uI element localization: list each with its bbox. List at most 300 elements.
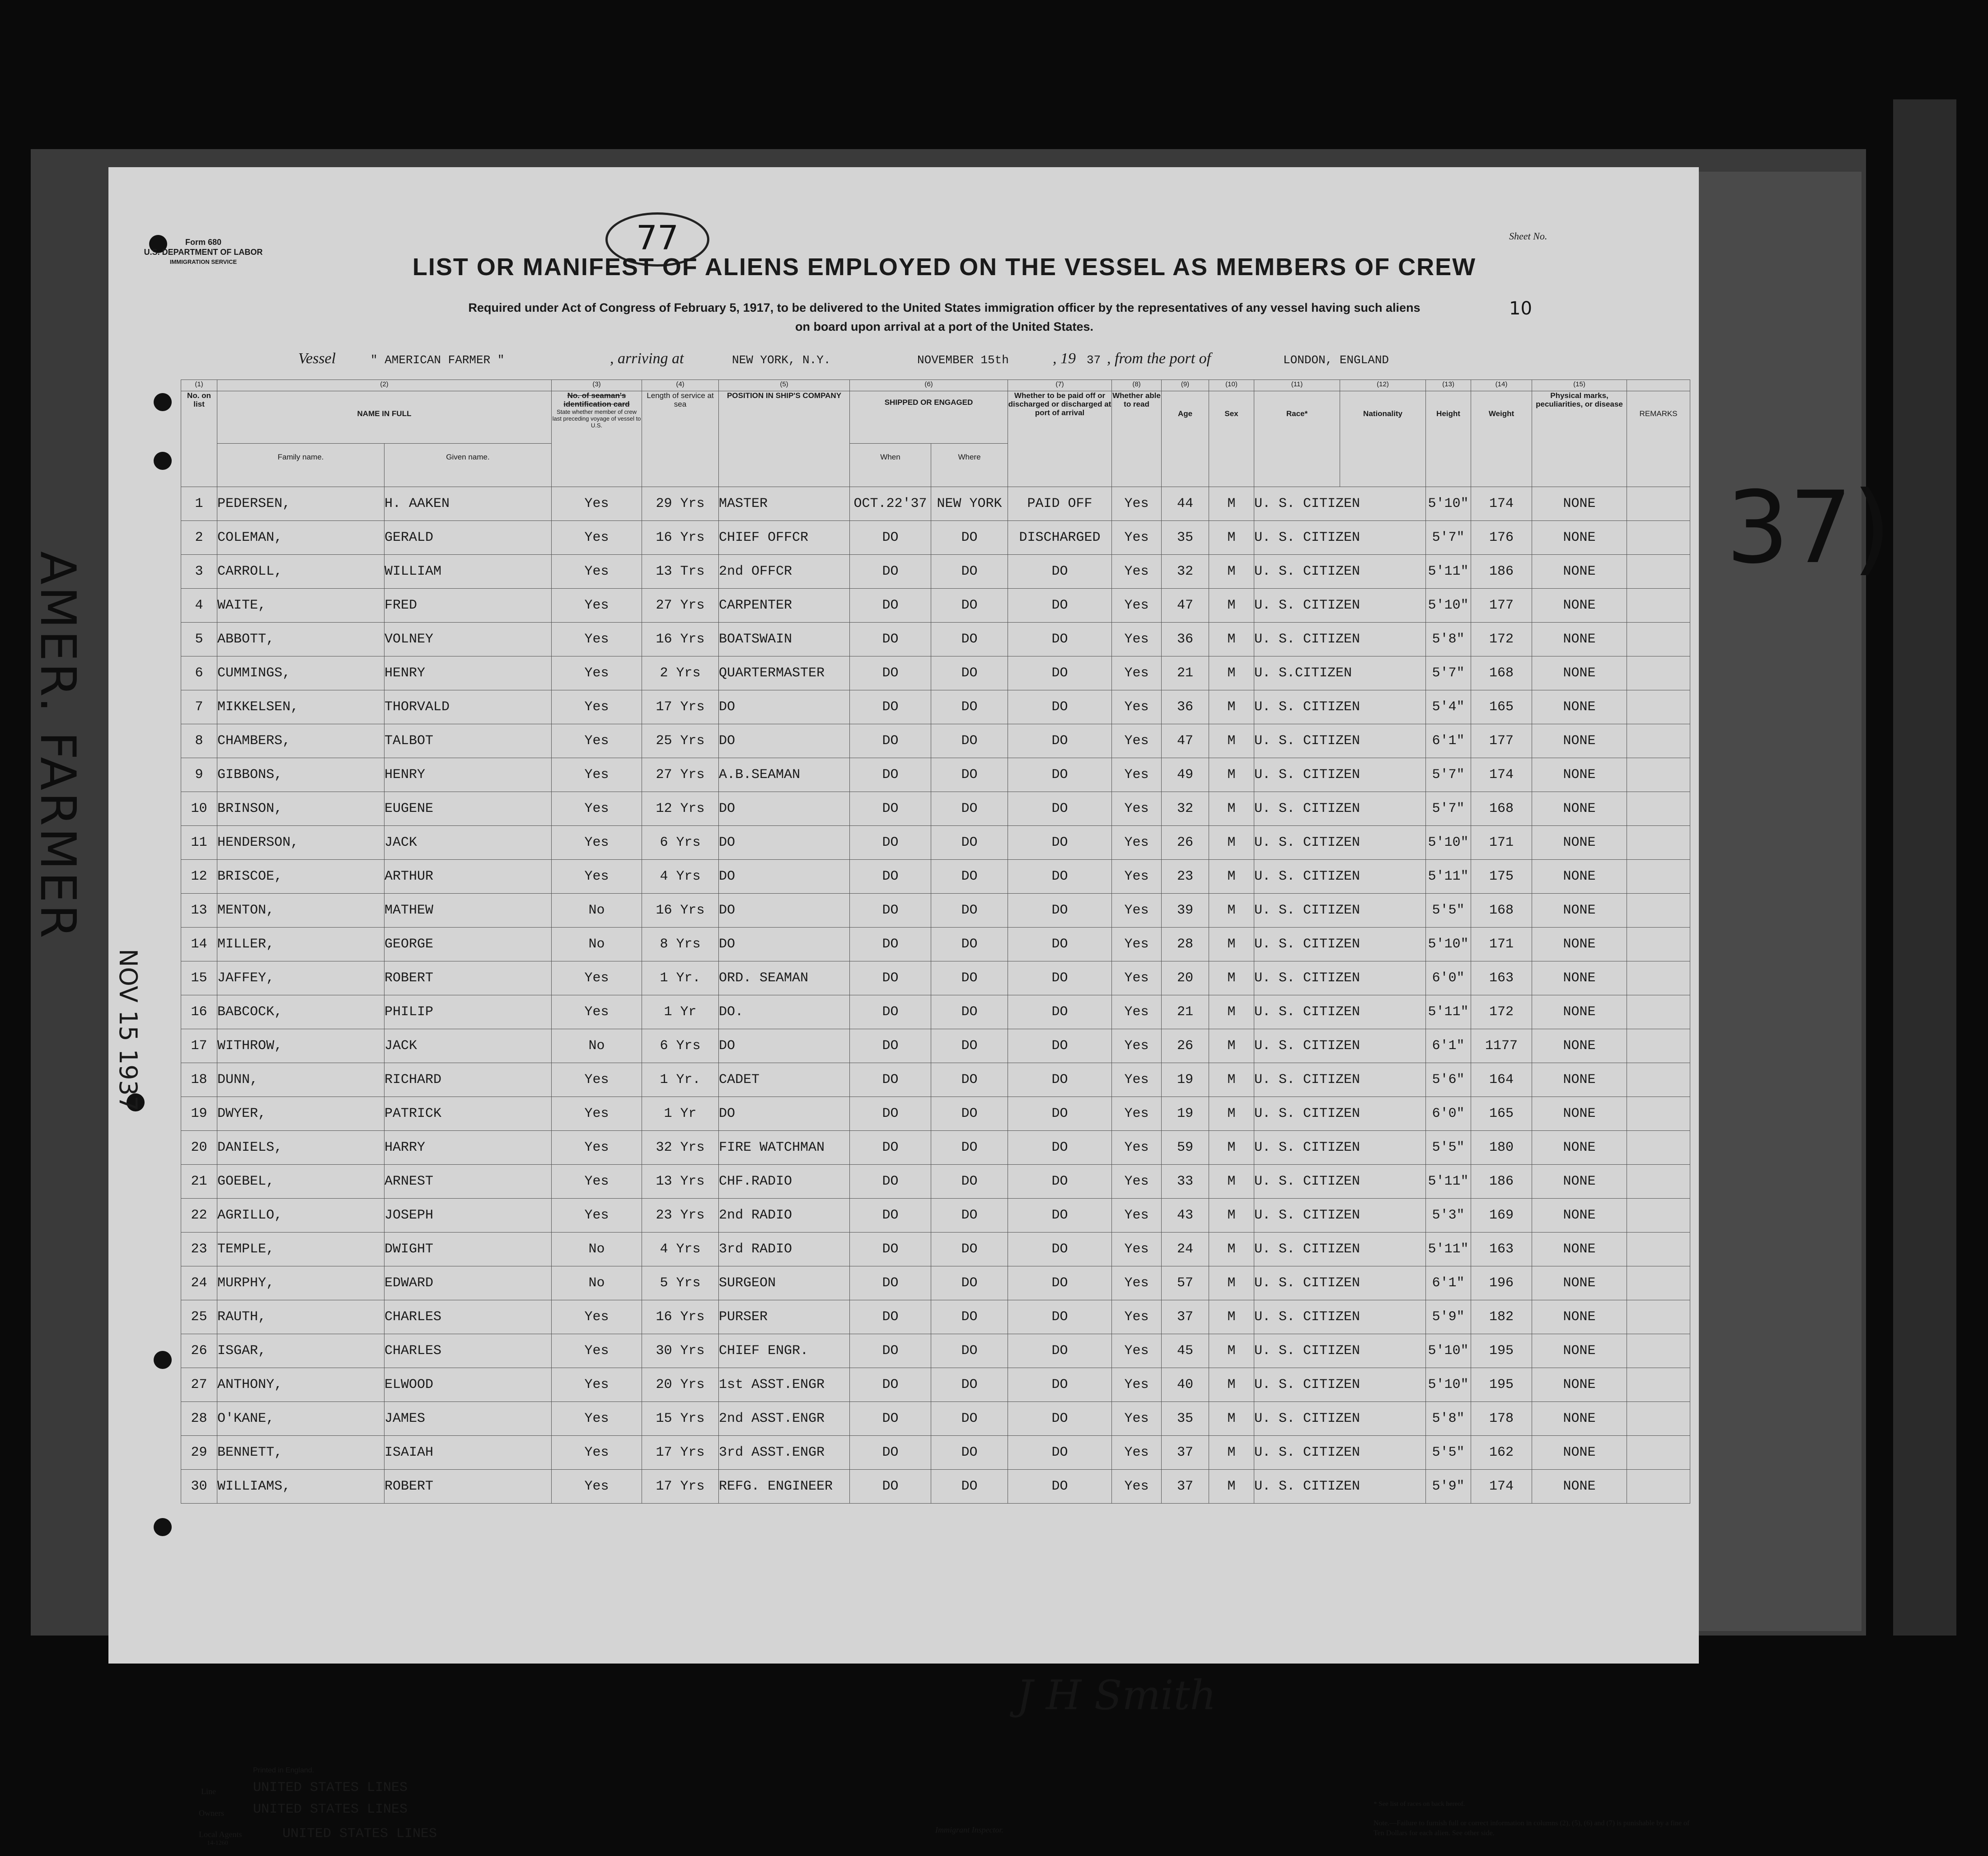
age-cell: 37 (1162, 1300, 1209, 1334)
height-cell: 5'11" (1426, 995, 1471, 1029)
family-name-cell: GIBBONS, (217, 758, 384, 792)
previous-voyage-cell: Yes (552, 961, 642, 995)
header-where: Where (931, 444, 1008, 487)
position-cell: DO (719, 1029, 850, 1063)
length-of-service-cell: 32 Yrs (642, 1131, 719, 1165)
given-name-cell: WILLIAM (384, 555, 552, 589)
engaged-where-cell: DO (931, 1097, 1008, 1131)
engaged-when-cell: DO (850, 1334, 931, 1368)
remarks-cell (1627, 555, 1690, 589)
header-given-name: Given name. (384, 444, 552, 487)
col-num: (6) (850, 380, 1008, 391)
race-cell: U. S. CITIZEN (1254, 724, 1426, 758)
engaged-where-cell: DO (931, 555, 1008, 589)
race-cell: U. S. CITIZEN (1254, 961, 1426, 995)
crew-manifest-table (181, 380, 1690, 1504)
race-cell: U. S. CITIZEN (1254, 555, 1426, 589)
table-row (181, 521, 1690, 555)
engaged-when-cell: DO (850, 1266, 931, 1300)
paid-off-cell: DO (1008, 1470, 1112, 1504)
weight-cell: 165 (1471, 1097, 1532, 1131)
engaged-when-cell: DO (850, 928, 931, 961)
race-cell: U. S. CITIZEN (1254, 589, 1426, 623)
position-cell: CADET (719, 1063, 850, 1097)
position-cell: DO (719, 724, 850, 758)
race-cell: U. S. CITIZEN (1254, 623, 1426, 656)
able-to-read-cell: Yes (1112, 792, 1162, 826)
race-cell: U. S. CITIZEN (1254, 1029, 1426, 1063)
previous-voyage-cell: Yes (552, 1334, 642, 1368)
sex-cell: M (1209, 1233, 1254, 1266)
row-number-cell: 28 (181, 1402, 217, 1436)
engaged-where-cell: DO (931, 894, 1008, 928)
physical-marks-cell: NONE (1532, 928, 1627, 961)
height-cell: 5'7" (1426, 758, 1471, 792)
weight-cell: 163 (1471, 1233, 1532, 1266)
sex-cell: M (1209, 1470, 1254, 1504)
position-cell: DO (719, 792, 850, 826)
remarks-cell (1627, 724, 1690, 758)
able-to-read-cell: Yes (1112, 1368, 1162, 1402)
owners-label: Owners (199, 1809, 224, 1818)
table-row (181, 1199, 1690, 1233)
sex-cell: M (1209, 1368, 1254, 1402)
given-name-cell: ARTHUR (384, 860, 552, 894)
row-number-cell: 2 (181, 521, 217, 555)
paid-off-cell: PAID OFF (1008, 487, 1112, 521)
family-name-cell: WAITE, (217, 589, 384, 623)
previous-voyage-cell: Yes (552, 656, 642, 690)
physical-marks-cell: NONE (1532, 656, 1627, 690)
row-number-cell: 19 (181, 1097, 217, 1131)
weight-cell: 168 (1471, 656, 1532, 690)
previous-voyage-cell: No (552, 1029, 642, 1063)
row-number-cell: 20 (181, 1131, 217, 1165)
col-num: (4) (642, 380, 719, 391)
length-of-service-cell: 17 Yrs (642, 1436, 719, 1470)
punch-hole (154, 1351, 172, 1369)
weight-cell: 171 (1471, 928, 1532, 961)
engaged-when-cell: DO (850, 1029, 931, 1063)
physical-marks-cell: NONE (1532, 487, 1627, 521)
race-cell: U. S. CITIZEN (1254, 1402, 1426, 1436)
remarks-cell (1627, 656, 1690, 690)
height-cell: 5'5" (1426, 1436, 1471, 1470)
height-cell: 5'10" (1426, 826, 1471, 860)
age-cell: 26 (1162, 826, 1209, 860)
arriving-label: , arriving at (610, 350, 684, 367)
given-name-cell: JACK (384, 826, 552, 860)
table-row (181, 1029, 1690, 1063)
height-cell: 5'7" (1426, 521, 1471, 555)
header-when: When (850, 444, 931, 487)
punch-hole (154, 1518, 172, 1536)
given-name-cell: GERALD (384, 521, 552, 555)
sex-cell: M (1209, 1029, 1254, 1063)
engaged-where-cell: DO (931, 1165, 1008, 1199)
position-cell: DO (719, 928, 850, 961)
able-to-read-cell: Yes (1112, 1402, 1162, 1436)
engaged-where-cell: DO (931, 656, 1008, 690)
position-cell: MASTER (719, 487, 850, 521)
paid-off-cell: DO (1008, 826, 1112, 860)
paid-off-cell: DO (1008, 1029, 1112, 1063)
weight-cell: 186 (1471, 1165, 1532, 1199)
physical-marks-cell: NONE (1532, 995, 1627, 1029)
age-cell: 45 (1162, 1334, 1209, 1368)
position-cell: DO (719, 826, 850, 860)
engaged-where-cell: NEW YORK (931, 487, 1008, 521)
given-name-cell: H. AAKEN (384, 487, 552, 521)
remarks-cell (1627, 1131, 1690, 1165)
height-cell: 5'9" (1426, 1300, 1471, 1334)
vertical-date-stamp: NOV 15 1937 (114, 949, 142, 1111)
table-row (181, 758, 1690, 792)
table-row (181, 928, 1690, 961)
given-name-cell: MATHEW (384, 894, 552, 928)
race-cell: U. S. CITIZEN (1254, 1063, 1426, 1097)
weight-cell: 172 (1471, 623, 1532, 656)
row-number-cell: 25 (181, 1300, 217, 1334)
age-cell: 33 (1162, 1165, 1209, 1199)
sex-cell: M (1209, 961, 1254, 995)
position-cell: REFG. ENGINEER (719, 1470, 850, 1504)
table-row (181, 724, 1690, 758)
age-cell: 44 (1162, 487, 1209, 521)
height-cell: 5'10" (1426, 589, 1471, 623)
table-row (181, 860, 1690, 894)
family-name-cell: WITHROW, (217, 1029, 384, 1063)
year-suffix: 37 (1087, 353, 1101, 367)
age-cell: 21 (1162, 995, 1209, 1029)
able-to-read-cell: Yes (1112, 928, 1162, 961)
row-number-cell: 14 (181, 928, 217, 961)
able-to-read-cell: Yes (1112, 1097, 1162, 1131)
paid-off-cell: DO (1008, 1131, 1112, 1165)
sex-cell: M (1209, 1402, 1254, 1436)
able-to-read-cell: Yes (1112, 1334, 1162, 1368)
paid-off-cell: DO (1008, 1233, 1112, 1266)
length-of-service-cell: 16 Yrs (642, 894, 719, 928)
sheet-no-label: Sheet No. (1509, 230, 1547, 242)
engaged-when-cell: DO (850, 758, 931, 792)
table-row (181, 1300, 1690, 1334)
age-cell: 23 (1162, 860, 1209, 894)
previous-voyage-cell: Yes (552, 995, 642, 1029)
physical-marks-cell: NONE (1532, 521, 1627, 555)
remarks-cell (1627, 589, 1690, 623)
header-weight: Weight (1471, 391, 1532, 487)
age-cell: 19 (1162, 1063, 1209, 1097)
physical-marks-cell: NONE (1532, 1063, 1627, 1097)
header-physical-marks: Physical marks, peculiarities, or disease (1532, 391, 1627, 487)
engaged-where-cell: DO (931, 826, 1008, 860)
weight-cell: 176 (1471, 521, 1532, 555)
sex-cell: M (1209, 928, 1254, 961)
remarks-cell (1627, 928, 1690, 961)
vessel-label: Vessel (298, 350, 336, 367)
age-cell: 39 (1162, 894, 1209, 928)
age-cell: 32 (1162, 792, 1209, 826)
races-note: * See list of races on back hereof. (1374, 1800, 1465, 1808)
length-of-service-cell: 12 Yrs (642, 792, 719, 826)
given-name-cell: ISAIAH (384, 1436, 552, 1470)
family-name-cell: MURPHY, (217, 1266, 384, 1300)
family-name-cell: CUMMINGS, (217, 656, 384, 690)
previous-voyage-cell: No (552, 928, 642, 961)
physical-marks-cell: NONE (1532, 623, 1627, 656)
sex-cell: M (1209, 521, 1254, 555)
engaged-when-cell: DO (850, 724, 931, 758)
paid-off-cell: DO (1008, 1199, 1112, 1233)
paid-off-cell: DO (1008, 928, 1112, 961)
engaged-when-cell: DO (850, 1097, 931, 1131)
previous-voyage-cell: Yes (552, 1436, 642, 1470)
age-cell: 24 (1162, 1233, 1209, 1266)
header-age: Age (1162, 391, 1209, 487)
sex-cell: M (1209, 758, 1254, 792)
age-cell: 37 (1162, 1470, 1209, 1504)
engaged-when-cell: DO (850, 1233, 931, 1266)
agents-label: Local Agents (199, 1830, 242, 1839)
able-to-read-cell: Yes (1112, 1029, 1162, 1063)
weight-cell: 186 (1471, 555, 1532, 589)
position-cell: CHIEF OFFCR (719, 521, 850, 555)
weight-cell: 169 (1471, 1199, 1532, 1233)
sex-cell: M (1209, 1131, 1254, 1165)
physical-marks-cell: NONE (1532, 860, 1627, 894)
height-cell: 6'0" (1426, 1097, 1471, 1131)
family-name-cell: PEDERSEN, (217, 487, 384, 521)
engaged-when-cell: OCT.22'37 (850, 487, 931, 521)
position-cell: 3rd ASST.ENGR (719, 1436, 850, 1470)
height-cell: 5'11" (1426, 555, 1471, 589)
paid-off-cell: DISCHARGED (1008, 521, 1112, 555)
race-cell: U. S. CITIZEN (1254, 1165, 1426, 1199)
position-cell: FIRE WATCHMAN (719, 1131, 850, 1165)
remarks-cell (1627, 1199, 1690, 1233)
row-number-cell: 11 (181, 826, 217, 860)
row-number-cell: 15 (181, 961, 217, 995)
remarks-cell (1627, 758, 1690, 792)
sex-cell: M (1209, 724, 1254, 758)
height-cell: 5'11" (1426, 1165, 1471, 1199)
weight-cell: 182 (1471, 1300, 1532, 1334)
given-name-cell: JACK (384, 1029, 552, 1063)
sex-cell: M (1209, 690, 1254, 724)
table-row (181, 995, 1690, 1029)
previous-voyage-cell: Yes (552, 555, 642, 589)
able-to-read-cell: Yes (1112, 1131, 1162, 1165)
fine-note: Note.—Failure to furnish full or correct information in columns (2), (5), (6) and (7) is punishable by a fine of Ten Dollars for each alien. See other side. (1374, 1819, 1690, 1837)
engaged-when-cell: DO (850, 1470, 931, 1504)
remarks-cell (1627, 826, 1690, 860)
header-shipped: SHIPPED OR ENGAGED (850, 391, 1008, 444)
remarks-cell (1627, 1165, 1690, 1199)
length-of-service-cell: 16 Yrs (642, 1300, 719, 1334)
family-name-cell: O'KANE, (217, 1402, 384, 1436)
header-remarks: REMARKS (1627, 391, 1690, 487)
physical-marks-cell: NONE (1532, 1368, 1627, 1402)
race-cell: U. S. CITIZEN (1254, 1470, 1426, 1504)
col-num: (15) (1532, 380, 1627, 391)
given-name-cell: JOSEPH (384, 1199, 552, 1233)
row-number-cell: 17 (181, 1029, 217, 1063)
length-of-service-cell: 17 Yrs (642, 1470, 719, 1504)
row-number-cell: 8 (181, 724, 217, 758)
remarks-cell (1627, 1266, 1690, 1300)
engaged-where-cell: DO (931, 1300, 1008, 1334)
col-num: (7) (1008, 380, 1112, 391)
previous-voyage-cell: Yes (552, 690, 642, 724)
previous-voyage-cell: Yes (552, 1165, 642, 1199)
able-to-read-cell: Yes (1112, 826, 1162, 860)
able-to-read-cell: Yes (1112, 724, 1162, 758)
engaged-when-cell: DO (850, 589, 931, 623)
row-number-cell: 5 (181, 623, 217, 656)
table-row (181, 589, 1690, 623)
engaged-where-cell: DO (931, 1131, 1008, 1165)
paid-off-cell: DO (1008, 589, 1112, 623)
table-row (181, 1470, 1690, 1504)
remarks-cell (1627, 1300, 1690, 1334)
table-row (181, 894, 1690, 928)
engaged-where-cell: DO (931, 1029, 1008, 1063)
engaged-where-cell: DO (931, 521, 1008, 555)
engaged-where-cell: DO (931, 1063, 1008, 1097)
engaged-when-cell: DO (850, 656, 931, 690)
race-cell: U. S. CITIZEN (1254, 1131, 1426, 1165)
age-cell: 57 (1162, 1266, 1209, 1300)
arrival-date: NOVEMBER 15th (917, 353, 1009, 367)
able-to-read-cell: Yes (1112, 1233, 1162, 1266)
family-name-cell: CHAMBERS, (217, 724, 384, 758)
col-num: (12) (1340, 380, 1426, 391)
family-name-cell: WILLIAMS, (217, 1470, 384, 1504)
previous-voyage-cell: Yes (552, 1131, 642, 1165)
paid-off-cell: DO (1008, 1097, 1112, 1131)
race-cell: U. S. CITIZEN (1254, 1097, 1426, 1131)
paid-off-cell: DO (1008, 1368, 1112, 1402)
sex-cell: M (1209, 555, 1254, 589)
length-of-service-cell: 27 Yrs (642, 589, 719, 623)
engaged-where-cell: DO (931, 860, 1008, 894)
family-name-cell: BABCOCK, (217, 995, 384, 1029)
position-cell: CHF.RADIO (719, 1165, 850, 1199)
height-cell: 5'3" (1426, 1199, 1471, 1233)
table-row (181, 1402, 1690, 1436)
race-cell: U. S. CITIZEN (1254, 1266, 1426, 1300)
remarks-cell (1627, 1368, 1690, 1402)
weight-cell: 171 (1471, 826, 1532, 860)
able-to-read-cell: Yes (1112, 961, 1162, 995)
header-race: Race* (1254, 391, 1340, 487)
paid-off-cell: DO (1008, 894, 1112, 928)
engaged-when-cell: DO (850, 1368, 931, 1402)
age-cell: 28 (1162, 928, 1209, 961)
length-of-service-cell: 20 Yrs (642, 1368, 719, 1402)
weight-cell: 195 (1471, 1368, 1532, 1402)
sheet-no-value: 10 (1509, 298, 1532, 319)
previous-voyage-cell: No (552, 1266, 642, 1300)
engaged-when-cell: DO (850, 792, 931, 826)
family-name-cell: MILLER, (217, 928, 384, 961)
manifest-page (108, 167, 1699, 1847)
physical-marks-cell: NONE (1532, 1470, 1627, 1504)
age-cell: 49 (1162, 758, 1209, 792)
race-cell: U. S. CITIZEN (1254, 860, 1426, 894)
punch-hole (154, 393, 172, 411)
length-of-service-cell: 25 Yrs (642, 724, 719, 758)
able-to-read-cell: Yes (1112, 1436, 1162, 1470)
weight-cell: 196 (1471, 1266, 1532, 1300)
family-name-cell: MENTON, (217, 894, 384, 928)
able-to-read-cell: Yes (1112, 1300, 1162, 1334)
header-id-card (552, 391, 642, 487)
sex-cell: M (1209, 995, 1254, 1029)
height-cell: 6'1" (1426, 1266, 1471, 1300)
col-num: (11) (1254, 380, 1340, 391)
family-name-cell: ABBOTT, (217, 623, 384, 656)
physical-marks-cell: NONE (1532, 1097, 1627, 1131)
weight-cell: 177 (1471, 589, 1532, 623)
given-name-cell: CHARLES (384, 1334, 552, 1368)
manifest-rows (181, 487, 1690, 1504)
row-number-cell: 18 (181, 1063, 217, 1097)
weight-cell: 174 (1471, 1470, 1532, 1504)
sex-cell: M (1209, 589, 1254, 623)
engaged-when-cell: DO (850, 1131, 931, 1165)
height-cell: 5'10" (1426, 487, 1471, 521)
family-name-cell: GOEBEL, (217, 1165, 384, 1199)
race-cell: U. S. CITIZEN (1254, 690, 1426, 724)
position-cell: DO (719, 860, 850, 894)
table-row (181, 792, 1690, 826)
remarks-cell (1627, 860, 1690, 894)
table-row (181, 1233, 1690, 1266)
previous-voyage-cell: No (552, 1233, 642, 1266)
physical-marks-cell: NONE (1532, 826, 1627, 860)
able-to-read-cell: Yes (1112, 995, 1162, 1029)
remarks-cell (1627, 1334, 1690, 1368)
length-of-service-cell: 13 Trs (642, 555, 719, 589)
family-name-cell: COLEMAN, (217, 521, 384, 555)
row-number-cell: 13 (181, 894, 217, 928)
agents-value: UNITED STATES LINES (282, 1826, 437, 1842)
sex-cell: M (1209, 1097, 1254, 1131)
race-cell: U. S. CITIZEN (1254, 928, 1426, 961)
paid-off-cell: DO (1008, 555, 1112, 589)
remarks-cell (1627, 894, 1690, 928)
position-cell: 2nd OFFCR (719, 555, 850, 589)
able-to-read-cell: Yes (1112, 758, 1162, 792)
engaged-where-cell: DO (931, 1436, 1008, 1470)
position-cell: 3rd RADIO (719, 1233, 850, 1266)
remarks-cell (1627, 792, 1690, 826)
length-of-service-cell: 6 Yrs (642, 1029, 719, 1063)
height-cell: 5'10" (1426, 1334, 1471, 1368)
punch-hole (154, 452, 172, 470)
previous-voyage-cell: Yes (552, 1097, 642, 1131)
row-number-cell: 29 (181, 1436, 217, 1470)
family-name-cell: AGRILLO, (217, 1199, 384, 1233)
weight-cell: 164 (1471, 1063, 1532, 1097)
paid-off-cell: DO (1008, 1165, 1112, 1199)
sex-cell: M (1209, 1063, 1254, 1097)
header-position: POSITION IN SHIP'S COMPANY (719, 391, 850, 487)
physical-marks-cell: NONE (1532, 792, 1627, 826)
engaged-when-cell: DO (850, 1199, 931, 1233)
